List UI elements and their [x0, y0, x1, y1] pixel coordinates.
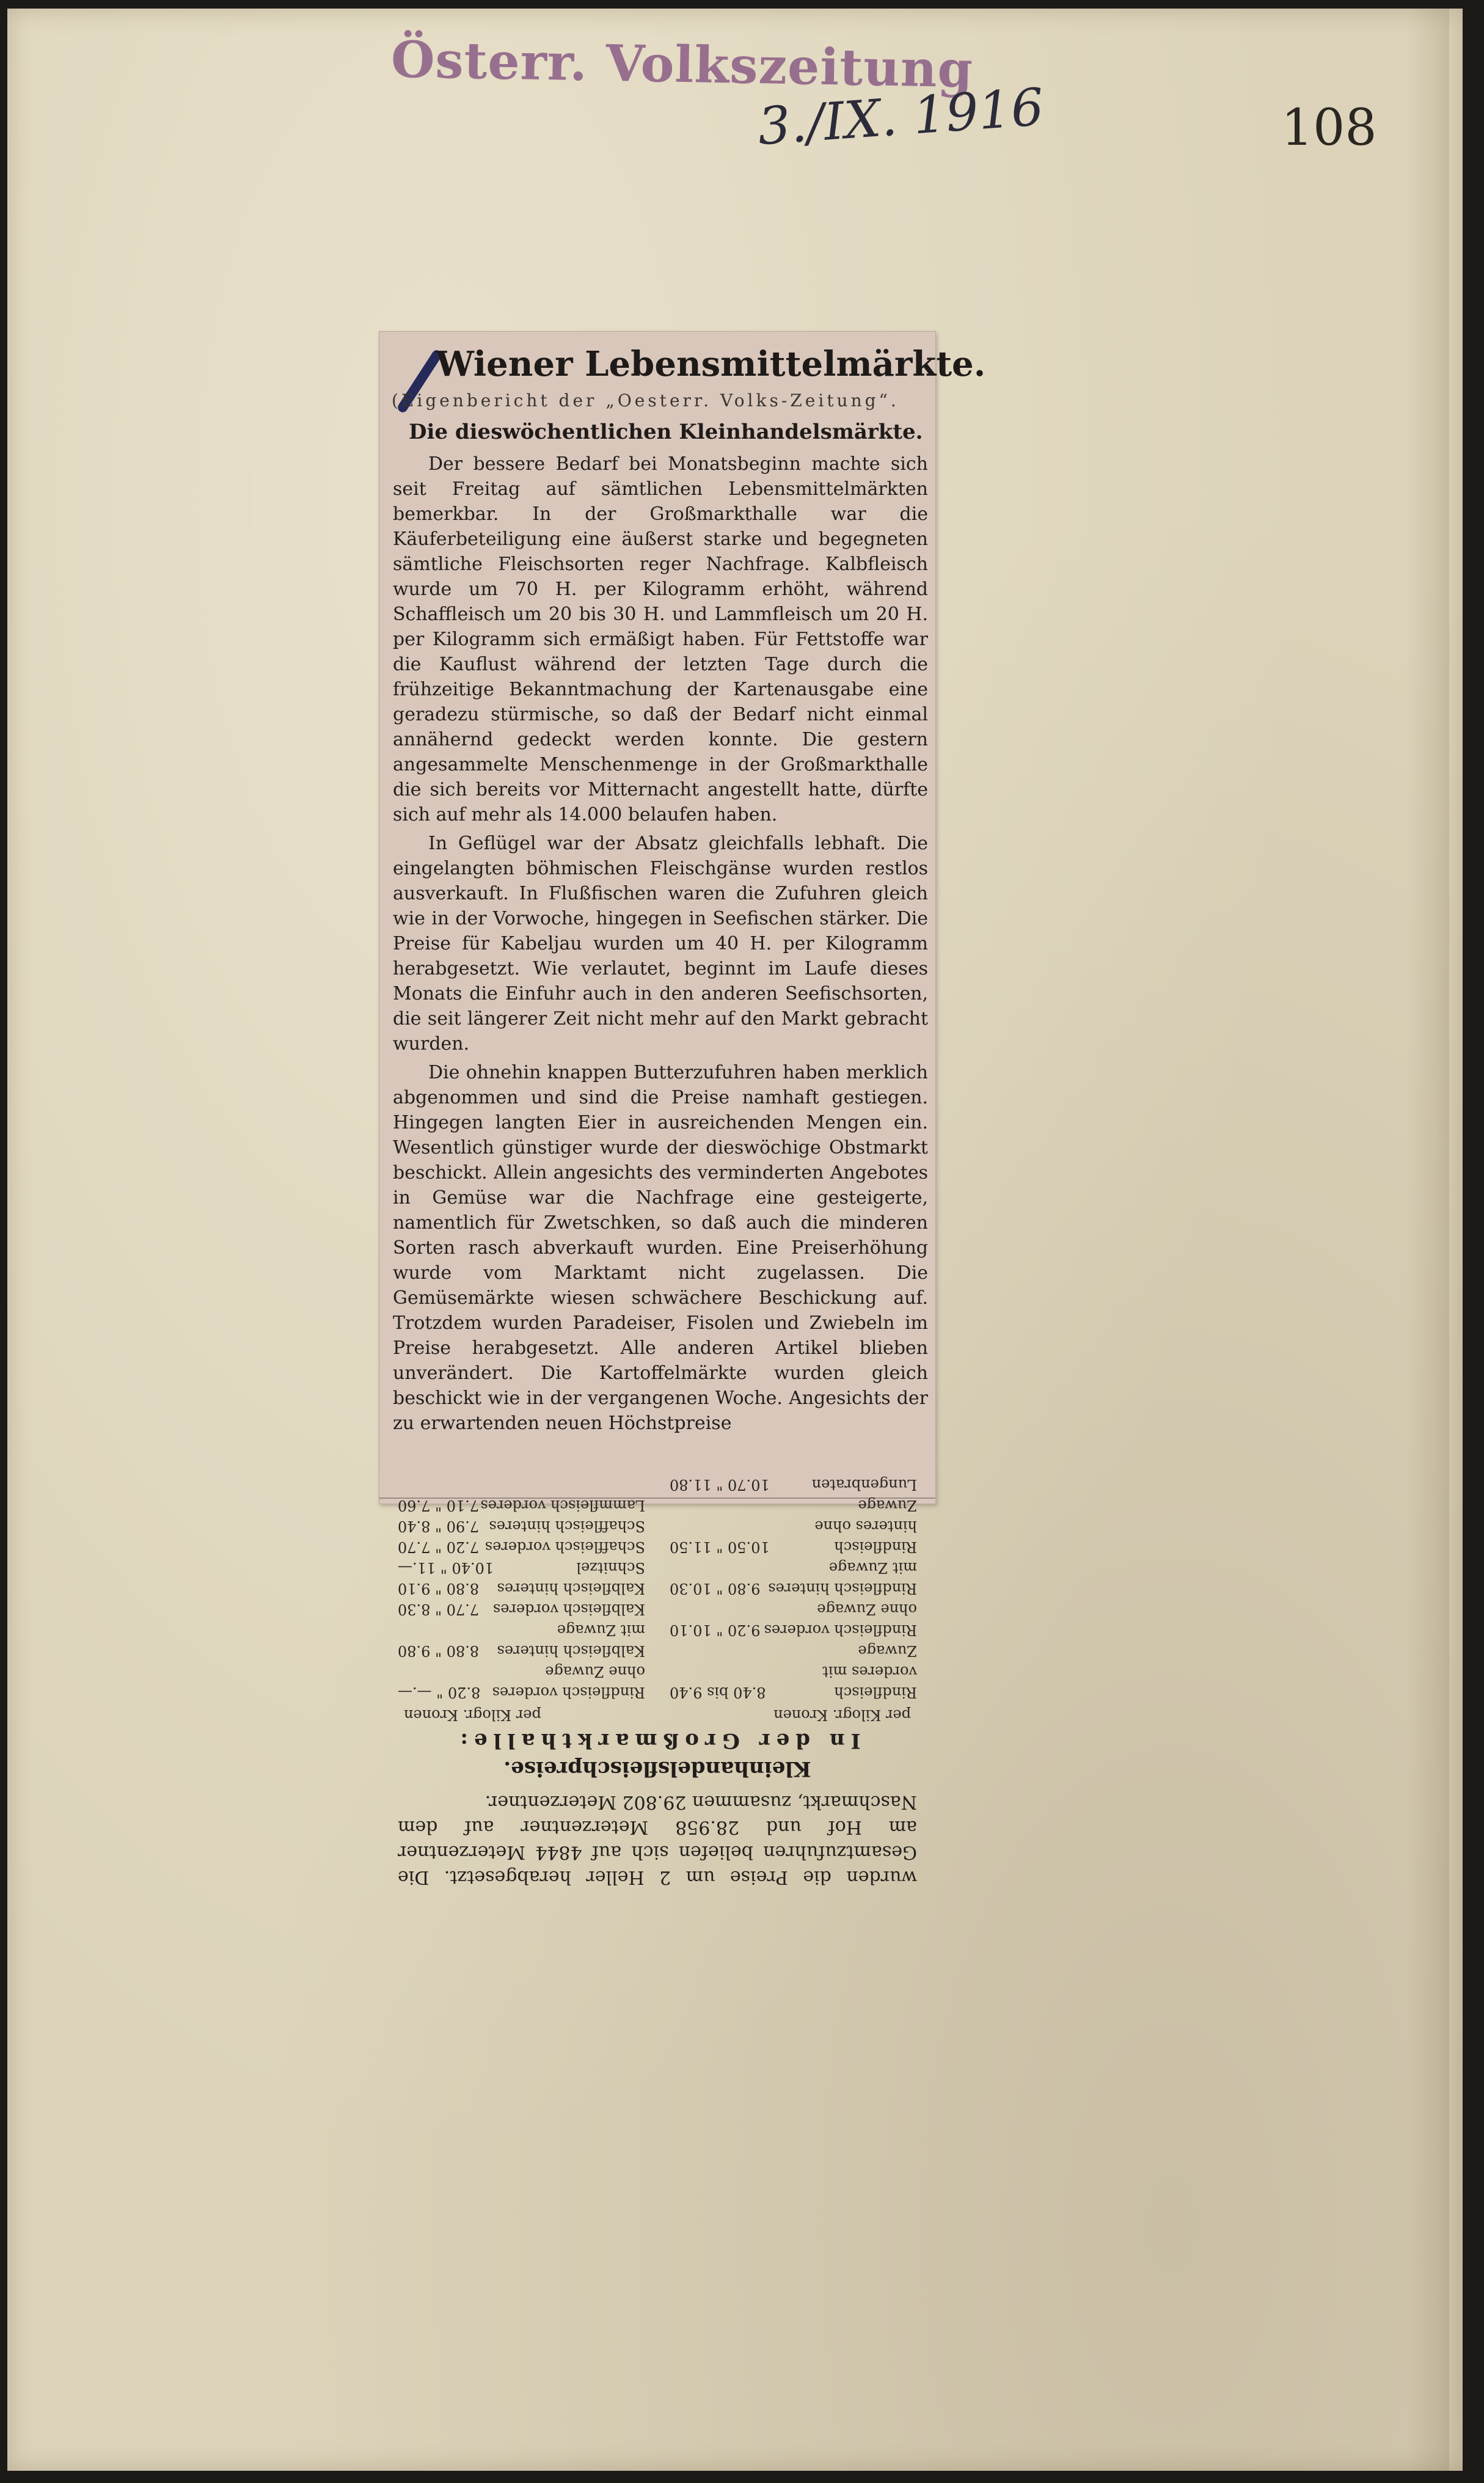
- price-value: 9.80 " 10.30: [670, 1580, 761, 1597]
- price-row: [398, 1557, 645, 1578]
- price-item: Schaffleisch vorderes: [484, 1538, 645, 1556]
- lower-article-text: wurden die Preise um 2 Heller herabgesetzt. Die Gesamtzufuhren beliefen sich auf 4844 Meterzentner am Hof und 28.958 Meterzentner auf dem Naschmarkt, zusammen 29.802 Meterzentner.: [398, 1791, 917, 1888]
- price-value: 10.50 " 11.50: [670, 1538, 770, 1556]
- price-table-header-right: per Kilogr. Kronen: [404, 1706, 541, 1724]
- price-item: Rindfleisch vorderes ohne Zuwage: [492, 1663, 645, 1701]
- price-row: [670, 1557, 917, 1599]
- price-item: Rindfleisch hinteres ohne Zuwage: [814, 1497, 917, 1556]
- article-paragraph-1: Der bessere Bedarf bei Monatsbeginn machte sich seit Freitag auf sämtlichen Lebensmittelmärkten bemerkbar. In der Großmarkthalle war die Käuferbeteiligung eine äußerst starke und begegneten sämtliche Fleischsorten reger Nachfrage. Kalbfleisch wurde um 70 H. per Kilogramm erhöht, während Schaffleisch um 20 bis 30 H. und Lammfleisch um 20 H. per Kilogramm sich ermäßigt haben. Für Fettstoffe war die Kauflust während der letzten Tage durch die frühzeitige Bekanntmachung der Kartenausgabe eine geradezu stürmische, so daß der Bedarf nicht einmal annähernd gedeckt werden konnte. Die gestern angesammelte Menschenmenge in der Großmarkthalle die sich bereits vor Mitternacht angestellt hatte, dürfte sich auf mehr als 14.000 belaufen haben.: [393, 453, 928, 825]
- price-row: [398, 1578, 645, 1599]
- lower-article-heading: Kleinhandelsfleischpreise.: [503, 1757, 811, 1781]
- price-value: 8.80 " 9.80: [398, 1642, 480, 1659]
- price-row: [670, 1599, 917, 1640]
- clipping-upper-part: [379, 332, 986, 1499]
- price-row: [398, 1516, 645, 1537]
- price-item: Schnitzel: [576, 1559, 645, 1576]
- price-item: Schaffleisch hinteres: [489, 1518, 645, 1535]
- price-item: Lungenbraten: [811, 1476, 917, 1493]
- upside-down-price-section: [386, 1476, 929, 1890]
- article-headline: Wiener Lebensmittelmärkte.: [436, 344, 986, 384]
- price-table-title: In der Großmarkthalle:: [454, 1728, 861, 1753]
- price-item: Rindfleisch vorderes ohne Zuwage: [764, 1601, 917, 1639]
- article-subheading: Die dieswöchentlichen Kleinhandelsmärkte.: [409, 420, 923, 444]
- price-item: Rindfleisch hinteres mit Zuwage: [768, 1559, 917, 1597]
- price-value: 10.40 " 11.—: [398, 1559, 494, 1576]
- article-body: [393, 452, 928, 1496]
- newspaper-clipping: [379, 331, 986, 1888]
- handwritten-date: 3./IX. 1916: [756, 76, 1046, 157]
- price-item: Lammfleisch vorderes: [480, 1497, 645, 1514]
- newspaper-stamp: Österr. Volkszeitung: [390, 30, 974, 100]
- price-item: Kalbfleisch hinteres: [497, 1580, 645, 1597]
- page-fold-shadow: [1406, 9, 1449, 2471]
- price-row: [670, 1640, 917, 1703]
- price-row: [398, 1495, 645, 1516]
- page-number: 108: [1281, 99, 1377, 157]
- price-value: 10.70 " 11.80: [670, 1476, 770, 1493]
- price-row: [670, 1474, 917, 1495]
- price-item: Kalbfleisch vorderes: [492, 1601, 645, 1618]
- price-row: [670, 1495, 917, 1557]
- price-row: [398, 1599, 645, 1620]
- price-row: [398, 1620, 645, 1661]
- price-table-headers: [386, 1706, 929, 1724]
- price-value: 7.20 " 7.70: [398, 1538, 480, 1556]
- price-value: 8.20 " —.—: [398, 1684, 481, 1701]
- article-byline: (Eigenbericht der „Oesterr. Volks-Zeitung“.: [392, 390, 899, 411]
- price-value: 8.80 " 9.10: [398, 1580, 480, 1597]
- price-table-header-left: per Kilogr. Kronen: [773, 1706, 911, 1724]
- price-value: 7.90 " 8.40: [398, 1518, 480, 1535]
- price-value: 8.40 bis 9.40: [670, 1684, 766, 1701]
- price-row: [398, 1537, 645, 1557]
- price-table-rows: [386, 1474, 929, 1703]
- price-value: 7.70 " 8.30: [398, 1601, 480, 1618]
- price-item: Rindfleisch vorderes mit Zuwage: [822, 1642, 917, 1701]
- price-row: [398, 1661, 645, 1703]
- article-paragraph-3: Die ohnehin knappen Butterzufuhren haben merklich abgenommen und sind die Preise namhaft gestiegen. Hingegen langten Eier in ausreichenden Mengen ein. Wesentlich günstiger wurde der dieswöchige Obstmarkt beschickt. Allein angesichts des verminderten Angebotes in Gemüse war die Nachfrage eine gesteigerte, namentlich für Zwetschken, so daß auch die minderen Sorten rasch abverkauft wurden. Eine Preiserhöhung wurde vom Marktamt nicht zugelassen. Die Gemüsemärkte wiesen schwächere Beschickung auf. Trotzdem wurden Paradeiser, Fisolen und Zwiebeln im Preise herabgesetzt. Alle anderen Artikel blieben unverändert. Die Kartoffelmärkte wurden gleich beschickt wie in der vergangenen Woche. Angesichts der zu erwartenden neuen Höchstpreise: [393, 1062, 928, 1434]
- price-value: 7.10 " 7.60: [398, 1497, 480, 1514]
- price-item: Kalbfleisch hinteres mit Zuwage: [497, 1622, 645, 1659]
- article-paragraph-2: In Geflügel war der Absatz gleichfalls lebhaft. Die eingelangten böhmischen Fleischgänse wurden restlos ausverkauft. In Flußfischen waren die Zufuhren gleich wie in der Vorwoche, hingegen in Seefischen stärker. Die Preise für Kabeljau wurden um 40 H. per Kilogramm herabgesetzt. Wie verlautet, beginnt im Laufe dieses Monats die Einfuhr auch in den anderen Seefischsorten, die seit längerer Zeit nicht mehr auf den Markt gebracht wurden.: [393, 833, 928, 1055]
- price-value: 9.20 " 10.10: [670, 1622, 761, 1639]
- archive-sheet: [7, 9, 1463, 2471]
